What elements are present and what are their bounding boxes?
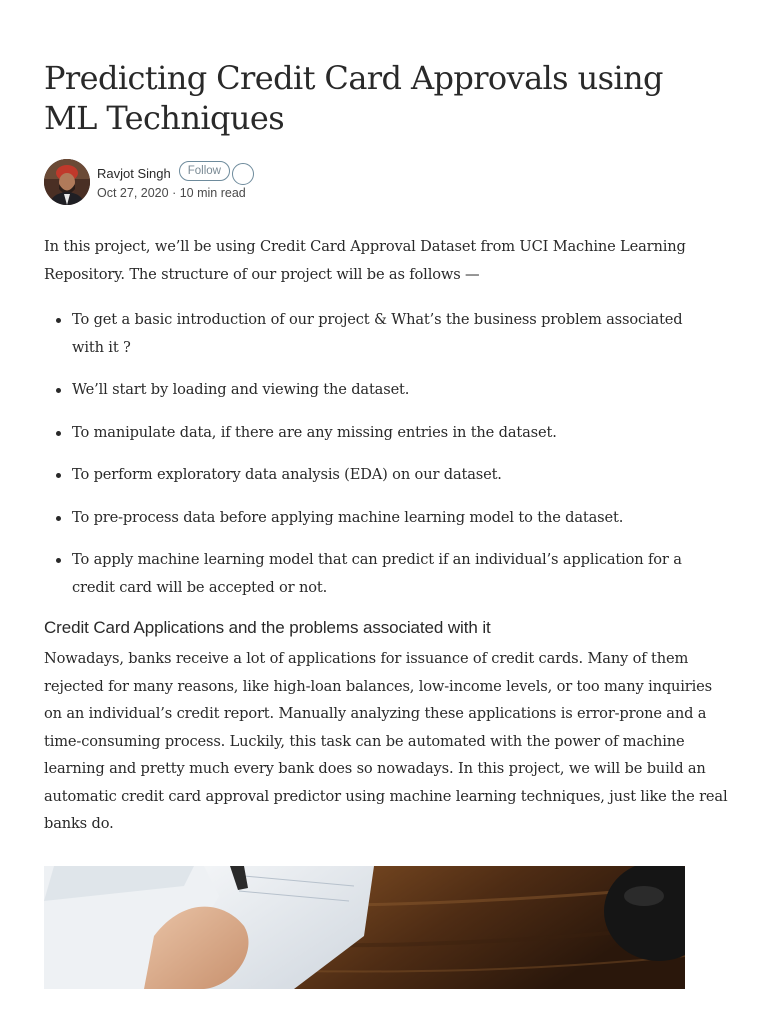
author-byline	[44, 159, 444, 207]
section-heading: Credit Card Applications and the problems associated with it	[44, 618, 491, 637]
member-circle-icon[interactable]	[232, 163, 254, 185]
meta-separator: ·	[172, 186, 177, 200]
article-title: Predicting Credit Card Approvals using ML Techniques	[44, 59, 663, 137]
list-item: To manipulate data, if there are any missing entries in the dataset.	[44, 419, 702, 447]
list-item: To perform exploratory data analysis (EDA) on our dataset.	[44, 461, 702, 489]
intro-paragraph: In this project, we’ll be using Credit Card Approval Dataset from UCI Machine Learning Repository. The structure of our project will be as follows —	[44, 238, 686, 283]
project-steps-list	[44, 306, 734, 601]
list-item: To apply machine learning model that can predict if an individual’s application for a credit card will be accepted or not.	[44, 546, 702, 601]
list-item: We’ll start by loading and viewing the dataset.	[44, 376, 702, 404]
article-hero-image	[44, 866, 685, 989]
post-meta	[97, 186, 246, 200]
list-item: To get a basic introduction of our project & What’s the business problem associated with it ?	[44, 306, 702, 361]
read-time: 10 min read	[179, 186, 246, 200]
author-row	[97, 162, 254, 184]
follow-button[interactable]: Follow	[179, 161, 230, 181]
author-avatar[interactable]	[44, 159, 90, 205]
publish-date: Oct 27, 2020	[97, 186, 169, 200]
list-item: To pre-process data before applying machine learning model to the dataset.	[44, 504, 702, 532]
section-paragraph: Nowadays, banks receive a lot of applications for issuance of credit cards. Many of them rejected for many reasons, like high-loan balances, low-income levels, or too many inquiries on an individual’s credit report. Manually analyzing these applications is error-prone and a time-consuming process. Luckily, this task can be automated with the power of machine learning and pretty much every bank does so nowadays. In this project, we will be build an automatic credit card approval predictor using machine learning techniques, just like the real banks do.	[44, 650, 728, 832]
author-name[interactable]: Ravjot Singh	[97, 165, 171, 181]
